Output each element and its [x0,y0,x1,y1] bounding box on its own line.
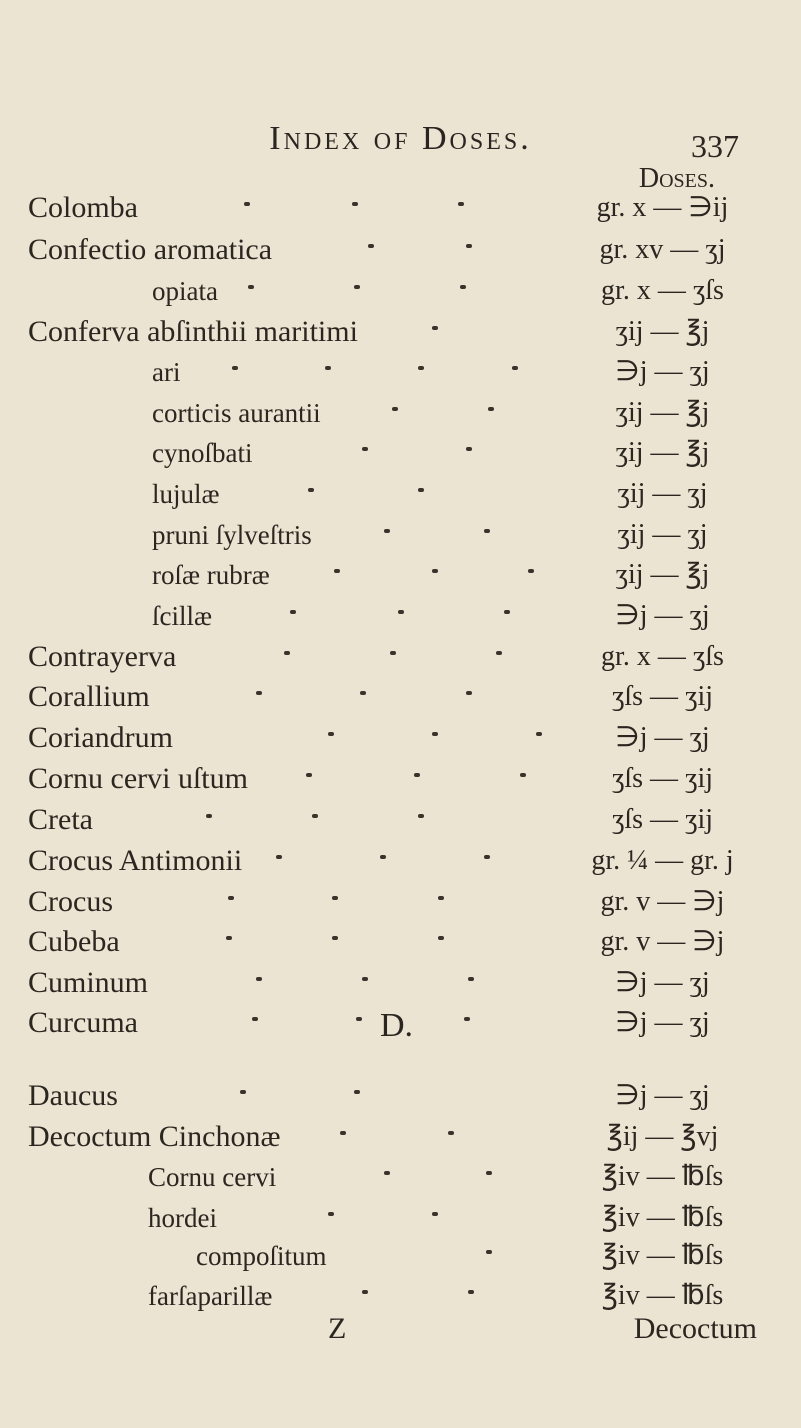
entry-row [0,555,801,595]
leader-dash [484,529,490,533]
entry-dose: ∋j — ʒj [615,356,710,387]
entry-term: roſæ rubræ [152,560,270,590]
entry-term: ſcillæ [152,601,212,631]
entry-row [0,841,801,881]
leader-dash [284,651,290,655]
leader-dash [334,569,340,573]
entry-dose: ʒſs — ʒij [611,763,714,794]
leader-dash [392,407,398,411]
leader-dash [360,691,366,695]
leader-dash [228,896,234,900]
entry-term: Decoctum Cinchonæ [28,1120,281,1153]
entry-term: ari [152,357,181,387]
leader-dash [398,610,404,614]
entry-term: compoſitum [196,1241,327,1271]
entry-term: Contrayerva [28,640,177,673]
entry-dose: ʒij — ℥j [615,559,710,590]
leader-dash [432,569,438,573]
entry-dose: gr. xv — ʒj [599,234,726,265]
entry-row [0,759,801,799]
leader-dash [486,1250,492,1254]
leader-dash [466,447,472,451]
leader-dash [252,1017,258,1021]
leader-dash [226,936,232,940]
leader-dash [276,855,282,859]
leader-dash [520,773,526,777]
leader-dash [332,936,338,940]
entry-dose: ℥iv — ℔ſs [601,1161,724,1192]
leader-dash [484,855,490,859]
leader-dash [354,285,360,289]
entry-dose: ʒij — ʒj [617,478,708,509]
entry-dose: ℥iv — ℔ſs [601,1280,724,1311]
leader-dash [486,1171,492,1175]
leader-dash [362,977,368,981]
entry-row [0,596,801,636]
leader-dash [418,366,424,370]
entry-row [0,271,801,311]
entry-row [0,474,801,514]
entry-term: Cubeba [28,925,120,958]
leader-dash [312,814,318,818]
entry-row [0,433,801,473]
entry-row [0,882,801,922]
leader-dash [390,651,396,655]
entry-dose: ∋j — ʒj [615,1007,710,1038]
leader-dash [432,326,438,330]
leader-dash [256,691,262,695]
entry-row [0,515,801,555]
entry-row [0,1117,801,1157]
catchword: Decoctum [633,1312,757,1345]
entry-term: hordei [148,1203,217,1233]
leader-dash [448,1131,454,1135]
entry-row [0,312,801,352]
entry-term: Daucus [28,1079,118,1112]
entry-term: lujulæ [152,479,220,509]
entry-row [0,393,801,433]
leader-dash [384,529,390,533]
entry-term: Colomba [28,191,138,224]
leader-dash [464,1017,470,1021]
leader-dash [458,202,464,206]
entry-dose: ʒij — ℥j [615,437,710,468]
leader-dash [356,1017,362,1021]
leader-dash [432,732,438,736]
page-number: 337 [691,128,739,164]
section-letter: D. [380,1007,414,1044]
leader-dash [504,610,510,614]
entry-row [0,922,801,962]
entry-term: opiata [152,276,218,306]
leader-dash [466,244,472,248]
leader-dash [248,285,254,289]
doses-column-heading: Doses. [638,163,715,194]
entry-term: Creta [28,803,93,836]
leader-dash [496,651,502,655]
entry-dose: gr. ¼ — gr. j [591,845,734,876]
entry-term: Crocus Antimonii [28,844,243,877]
leader-dash [362,447,368,451]
entry-row [0,1157,801,1197]
entry-row [0,1236,801,1276]
entry-row [0,677,801,717]
entry-dose: ℥iv — ℔ſs [601,1202,724,1233]
entry-term: Cuminum [28,966,149,999]
leader-dash [438,896,444,900]
entry-term: corticis aurantii [152,398,321,428]
entry-dose: ∋j — ʒj [615,600,710,631]
entry-row [0,718,801,758]
entry-term: cynoſbati [152,438,253,468]
page-title: Index of Doses. [269,120,532,157]
entry-term: farſaparillæ [148,1281,273,1311]
leader-dash [368,244,374,248]
leader-dash [328,1212,334,1216]
leader-dash [460,285,466,289]
entry-dose: ∋j — ʒj [615,967,710,998]
leader-dash [240,1090,246,1094]
entry-dose: ʒij — ℥j [615,397,710,428]
leader-dash [536,732,542,736]
entry-row [0,352,801,392]
entry-row [0,637,801,677]
entry-dose: gr. v — ∋j [600,886,725,917]
entry-dose: gr. x — ∋ij [596,192,729,223]
entry-term: Corallium [28,680,150,713]
entry-term: Cornu cervi uſtum [28,762,248,795]
entry-row [0,188,801,228]
leader-dash [418,814,424,818]
entry-dose: ∋j — ʒj [615,1080,710,1111]
leader-dash [325,366,331,370]
entry-dose: ℥iv — ℔ſs [601,1240,724,1271]
entry-term: Confectio aromatica [28,233,273,266]
leader-dash [308,488,314,492]
entry-term: Coriandrum [28,721,173,754]
entry-dose: ℥ij — ℥vj [606,1121,719,1152]
entry-dose: ʒſs — ʒij [611,804,714,835]
leader-dash [528,569,534,573]
leader-dash [206,814,212,818]
leader-dash [438,936,444,940]
leader-dash [352,202,358,206]
entry-row [0,1276,801,1316]
leader-dash [362,1290,368,1294]
entry-dose: ʒſs — ʒij [611,681,714,712]
signature-mark: Z [328,1312,347,1345]
leader-dash [332,896,338,900]
entry-dose: gr. v — ∋j [600,926,725,957]
leader-dash [328,732,334,736]
leader-dash [380,855,386,859]
leader-dash [414,773,420,777]
leader-dash [306,773,312,777]
entry-term: Cornu cervi [148,1162,277,1192]
leader-dash [354,1090,360,1094]
entry-row [0,1076,801,1116]
entry-row [0,963,801,1003]
entry-term: Curcuma [28,1006,138,1039]
leader-dash [466,691,472,695]
leader-dash [512,366,518,370]
entry-row [0,230,801,270]
leader-dash [256,977,262,981]
entry-dose: ∋j — ʒj [615,722,710,753]
entry-term: Crocus [28,885,113,918]
leader-dash [418,488,424,492]
entry-dose: gr. x — ʒſs [601,641,724,672]
leader-dash [384,1171,390,1175]
entry-dose: ʒij — ʒj [617,519,708,550]
entry-dose: gr. x — ʒſs [601,275,724,306]
entry-row [0,1198,801,1238]
leader-dash [244,202,250,206]
leader-dash [232,366,238,370]
entry-row [0,800,801,840]
entry-term: Conferva abſinthii maritimi [28,315,358,348]
entry-dose: ʒij — ℥j [615,316,710,347]
leader-dash [488,407,494,411]
leader-dash [290,610,296,614]
leader-dash [340,1131,346,1135]
leader-dash [468,977,474,981]
leader-dash [468,1290,474,1294]
entry-term: pruni ſylveſtris [152,520,312,550]
leader-dash [432,1212,438,1216]
